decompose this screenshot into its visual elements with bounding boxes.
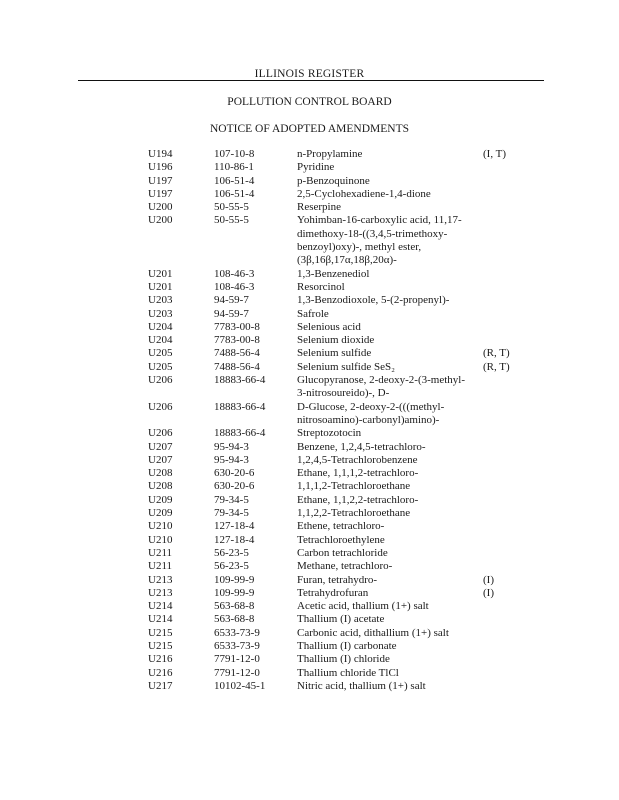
waste-code: U206 — [148, 400, 173, 413]
substance-name — [297, 574, 475, 587]
table-row — [0, 201, 619, 214]
substance-name — [297, 653, 475, 666]
table-row — [0, 308, 619, 321]
waste-code: U211 — [148, 560, 173, 573]
cas-number: 6533-73-9 — [214, 626, 260, 639]
waste-code: U215 — [148, 639, 173, 652]
table-row — [0, 667, 619, 680]
waste-code: U201 — [148, 267, 173, 280]
cas-number: 56-23-5 — [214, 546, 249, 559]
substance-name-line: Pyridine — [297, 161, 335, 174]
table-row — [0, 587, 619, 600]
table-row — [0, 321, 619, 334]
substance-name-line: Glucopyranose, 2-deoxy-2-(3-methyl- — [297, 374, 466, 387]
waste-code: U197 — [148, 187, 173, 200]
substance-name-line: Ethene, tetrachloro- — [297, 520, 385, 533]
substance-name — [297, 148, 475, 161]
cas-number: 56-23-5 — [214, 560, 249, 573]
table-row — [0, 560, 619, 573]
cas-number: 79-34-5 — [214, 493, 249, 506]
waste-code: U201 — [148, 280, 173, 293]
cas-number: 630-20-6 — [214, 480, 255, 493]
waste-code: U213 — [148, 573, 173, 586]
cas-number: 50-55-5 — [214, 214, 249, 227]
substance-name — [297, 374, 475, 401]
substance-name-line: Selenium dioxide — [297, 334, 375, 347]
header-rule — [78, 80, 544, 81]
table-row — [0, 680, 619, 693]
waste-code: U196 — [148, 161, 173, 174]
cas-number: 18883-66-4 — [214, 400, 266, 413]
cas-number: 127-18-4 — [214, 533, 255, 546]
table-row — [0, 480, 619, 493]
hazard-code: (R, T) — [483, 360, 510, 373]
table-row — [0, 627, 619, 640]
table-row — [0, 161, 619, 174]
substance-name — [297, 667, 475, 680]
cas-number: 110-86-1 — [214, 161, 254, 174]
waste-code: U211 — [148, 546, 173, 559]
substance-name — [297, 321, 475, 334]
substance-name — [297, 427, 475, 440]
substance-name-line: 3-nitrosoureido)-, D- — [297, 387, 390, 400]
substance-name — [297, 494, 475, 507]
table-row — [0, 175, 619, 188]
substance-name-line: 1,1,1,2-Tetrachloroethane — [297, 480, 411, 493]
substance-name-line: Tetrahydrofuran — [297, 586, 369, 599]
table-row — [0, 347, 619, 360]
cas-number: 79-34-5 — [214, 507, 249, 520]
table-row — [0, 441, 619, 454]
cas-number: 18883-66-4 — [214, 374, 266, 387]
substance-name — [297, 600, 475, 613]
substance-name-line: n-Propylamine — [297, 148, 363, 160]
waste-code: U213 — [148, 586, 173, 599]
substance-name-line: benzoyl)oxy)-, methyl ester, — [297, 241, 422, 254]
cas-number: 94-59-7 — [214, 294, 249, 307]
substance-name-line: p-Benzoquinone — [297, 174, 370, 187]
cas-number: 563-68-8 — [214, 600, 255, 613]
substance-name-line: dimethoxy-18-((3,4,5-trimethoxy- — [297, 227, 448, 240]
substance-name-line: 2,5-Cyclohexadiene-1,4-dione — [297, 187, 431, 200]
cas-number: 95-94-3 — [214, 440, 249, 453]
substance-name — [297, 401, 475, 428]
table-row — [0, 427, 619, 440]
substance-name-line: nitrosoamino)-carbonyl)amino)- — [297, 413, 440, 426]
table-row — [0, 547, 619, 560]
waste-code: U210 — [148, 520, 173, 533]
substance-name — [297, 627, 475, 640]
waste-code: U200 — [148, 201, 173, 214]
cas-number: 108-46-3 — [214, 267, 255, 280]
substance-name-line: Selenium sulfide — [297, 347, 372, 360]
substance-name-line: Benzene, 1,2,4,5-tetrachloro- — [297, 440, 426, 453]
cas-number: 630-20-6 — [214, 467, 255, 480]
substance-name-line: Yohimban-16-carboxylic acid, 11,17- — [297, 214, 462, 227]
substance-name — [297, 294, 475, 307]
substance-name-line: Thallium (I) carbonate — [297, 639, 397, 652]
waste-code: U216 — [148, 666, 173, 679]
waste-code: U207 — [148, 440, 173, 453]
waste-code: U205 — [148, 347, 173, 360]
waste-code: U205 — [148, 360, 173, 373]
substance-name — [297, 547, 475, 560]
cas-number: 18883-66-4 — [214, 427, 266, 440]
waste-code: U217 — [148, 679, 173, 692]
cas-number: 10102-45-1 — [214, 679, 266, 692]
table-row — [0, 574, 619, 587]
table-row — [0, 507, 619, 520]
cas-number: 7488-56-4 — [214, 347, 260, 360]
cas-number: 127-18-4 — [214, 520, 255, 533]
substance-name-line: (3β,16β,17α,18β,20α)- — [297, 254, 397, 267]
substance-name-line: Tetrachloroethylene — [297, 533, 385, 546]
table-row — [0, 361, 619, 374]
substance-name-line: Ethane, 1,1,2,2-tetrachloro- — [297, 493, 419, 506]
substance-name-line: Resorcinol — [297, 280, 345, 293]
waste-code: U208 — [148, 467, 173, 480]
cas-number: 563-68-8 — [214, 613, 255, 626]
waste-code: U204 — [148, 334, 173, 347]
substance-name-line: Carbonic acid, dithallium (1+) salt — [297, 626, 449, 639]
waste-code: U216 — [148, 653, 173, 666]
waste-code: U203 — [148, 307, 173, 320]
table-row — [0, 148, 619, 161]
register-title: ILLINOIS REGISTER — [254, 68, 365, 80]
substance-name — [297, 454, 475, 467]
cas-number: 50-55-5 — [214, 201, 249, 214]
waste-code: U210 — [148, 533, 173, 546]
cas-number: 106-51-4 — [214, 174, 255, 187]
substance-name — [297, 467, 475, 480]
substance-name — [297, 347, 475, 360]
substance-name — [297, 175, 475, 188]
cas-number: 109-99-9 — [214, 573, 255, 586]
waste-code: U206 — [148, 427, 173, 440]
substance-name — [297, 560, 475, 573]
cas-number: 108-46-3 — [214, 280, 255, 293]
waste-code: U215 — [148, 626, 173, 639]
substance-name — [297, 507, 475, 520]
substance-name-line: Methane, tetrachloro- — [297, 560, 393, 573]
table-row — [0, 214, 619, 267]
table-row — [0, 467, 619, 480]
substance-name-line: Selenious acid — [297, 320, 361, 333]
waste-code: U206 — [148, 374, 173, 387]
table-row — [0, 334, 619, 347]
substance-name — [297, 281, 475, 294]
table-row — [0, 640, 619, 653]
substance-name — [297, 188, 475, 201]
cas-number: 107-10-8 — [214, 148, 255, 160]
waste-code: U194 — [148, 148, 173, 160]
substance-name-line: Nitric acid, thallium (1+) salt — [297, 679, 426, 692]
cas-number: 7791-12-0 — [214, 666, 260, 679]
substance-name-line: D-Glucose, 2-deoxy-2-(((methyl- — [297, 400, 445, 413]
cas-number: 7783-00-8 — [214, 334, 260, 347]
substance-name — [297, 161, 475, 174]
cas-number: 7791-12-0 — [214, 653, 260, 666]
waste-code: U214 — [148, 600, 173, 613]
substance-name-line: 1,2,4,5-Tetrachlorobenzene — [297, 453, 418, 466]
substance-name — [297, 640, 475, 653]
substance-name — [297, 268, 475, 281]
waste-code-table — [0, 148, 619, 693]
substance-name — [297, 613, 475, 626]
waste-code: U197 — [148, 174, 173, 187]
notice-title: NOTICE OF ADOPTED AMENDMENTS — [209, 123, 410, 135]
cas-number: 7488-56-4 — [214, 360, 260, 373]
table-row — [0, 454, 619, 467]
table-row — [0, 401, 619, 428]
substance-name-line: Reserpine — [297, 201, 341, 214]
substance-name-line: Thallium (I) acetate — [297, 613, 385, 626]
table-row — [0, 600, 619, 613]
cas-number: 95-94-3 — [214, 453, 249, 466]
hazard-code: (I, T) — [483, 148, 507, 160]
board-name: POLLUTION CONTROL BOARD — [227, 96, 392, 108]
substance-name-line: Furan, tetrahydro- — [297, 573, 378, 586]
substance-name-line: Acetic acid, thallium (1+) salt — [297, 600, 429, 613]
substance-name — [297, 361, 475, 374]
substance-name — [297, 480, 475, 493]
substance-name-line: 1,1,2,2-Tetrachloroethane — [297, 507, 411, 520]
waste-code: U203 — [148, 294, 173, 307]
cas-number: 94-59-7 — [214, 307, 249, 320]
substance-name — [297, 520, 475, 533]
substance-name-line: Safrole — [297, 307, 329, 320]
waste-code: U200 — [148, 214, 173, 227]
table-row — [0, 281, 619, 294]
table-row — [0, 494, 619, 507]
substance-name-line: Carbon tetrachloride — [297, 546, 388, 559]
hazard-code: (I) — [483, 586, 494, 599]
substance-name — [297, 201, 475, 214]
hazard-code: (I) — [483, 573, 494, 586]
cas-number: 109-99-9 — [214, 586, 255, 599]
substance-name-line: Thallium chloride TlCl — [297, 666, 399, 679]
table-row — [0, 613, 619, 626]
substance-name-line: 1,3-Benzodioxole, 5-(2-propenyl)- — [297, 294, 450, 307]
substance-name-line: 1,3-Benzenediol — [297, 267, 370, 280]
table-row — [0, 188, 619, 201]
hazard-code: (R, T) — [483, 347, 510, 360]
table-row — [0, 520, 619, 533]
waste-code: U204 — [148, 320, 173, 333]
waste-code: U208 — [148, 480, 173, 493]
table-row — [0, 653, 619, 666]
table-row — [0, 374, 619, 401]
waste-code: U209 — [148, 507, 173, 520]
table-row — [0, 294, 619, 307]
substance-name — [297, 441, 475, 454]
substance-name — [297, 214, 475, 267]
waste-code: U207 — [148, 453, 173, 466]
substance-name-line: Thallium (I) chloride — [297, 653, 390, 666]
waste-code: U209 — [148, 493, 173, 506]
cas-number: 106-51-4 — [214, 187, 255, 200]
substance-name — [297, 308, 475, 321]
substance-name — [297, 587, 475, 600]
table-row — [0, 534, 619, 547]
cas-number: 6533-73-9 — [214, 639, 260, 652]
substance-name — [297, 334, 475, 347]
waste-code: U214 — [148, 613, 173, 626]
substance-name — [297, 680, 475, 693]
substance-name-line: Streptozotocin — [297, 427, 362, 440]
substance-name-line: Ethane, 1,1,1,2-tetrachloro- — [297, 467, 419, 480]
substance-name-line: Selenium sulfide SeS₂ — [297, 360, 395, 373]
cas-number: 7783-00-8 — [214, 320, 260, 333]
substance-name — [297, 534, 475, 547]
table-row — [0, 268, 619, 281]
